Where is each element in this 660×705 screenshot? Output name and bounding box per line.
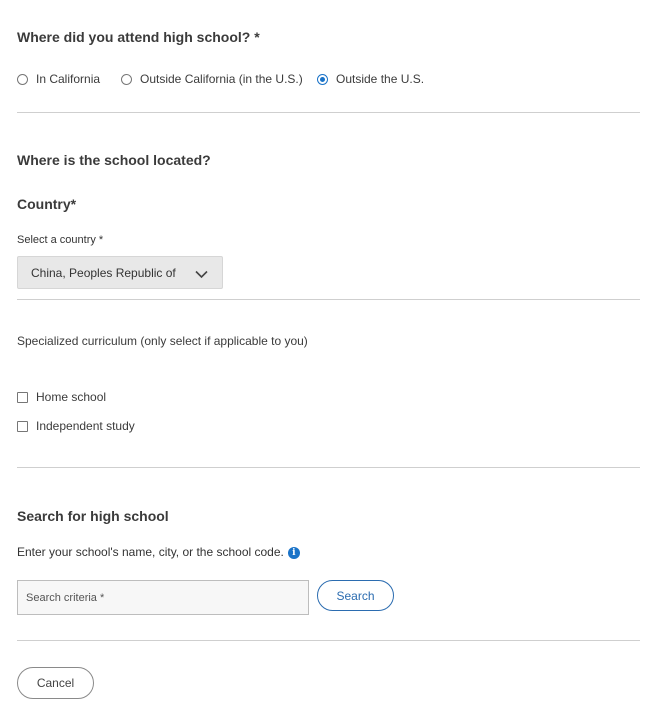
country-heading: Country*	[17, 196, 77, 212]
info-icon[interactable]: i	[288, 547, 300, 559]
radio-outside-california-circle[interactable]	[121, 74, 132, 85]
checkbox-independent-study-label: Independent study	[36, 419, 135, 433]
country-select-value: China, Peoples Republic of	[31, 265, 176, 280]
divider	[17, 299, 640, 300]
radio-in-california[interactable]	[17, 72, 100, 86]
search-hint	[17, 545, 300, 559]
checkbox-independent-study-box[interactable]	[17, 421, 28, 432]
radio-outside-california-label: Outside California (in the U.S.)	[140, 72, 303, 86]
cancel-button[interactable]: Cancel	[17, 667, 94, 699]
checkbox-home-school-box[interactable]	[17, 392, 28, 403]
radio-outside-us[interactable]	[317, 72, 424, 86]
divider	[17, 467, 640, 468]
radio-in-california-label: In California	[36, 72, 101, 86]
checkbox-home-school-label: Home school	[36, 390, 107, 404]
divider	[17, 640, 640, 641]
country-select[interactable]	[17, 256, 223, 289]
radio-in-california-circle[interactable]	[17, 74, 28, 85]
search-hint-text: Enter your school's name, city, or the school code.	[17, 545, 284, 559]
checkbox-independent-study[interactable]	[17, 419, 135, 433]
search-button[interactable]: Search	[317, 580, 394, 611]
radio-outside-california[interactable]	[121, 72, 303, 86]
search-input[interactable]	[17, 580, 309, 615]
radio-outside-us-label: Outside the U.S.	[336, 72, 425, 86]
location-question: Where is the school located?	[17, 152, 211, 168]
curriculum-label: Specialized curriculum (only select if applicable to you)	[17, 334, 308, 348]
search-heading: Search for high school	[17, 508, 169, 524]
attend-question: Where did you attend high school? *	[17, 29, 260, 45]
chevron-down-icon	[195, 268, 208, 282]
select-country-label: Select a country *	[17, 234, 104, 246]
radio-outside-us-circle[interactable]	[317, 74, 328, 85]
divider	[17, 112, 640, 113]
checkbox-home-school[interactable]	[17, 390, 106, 404]
